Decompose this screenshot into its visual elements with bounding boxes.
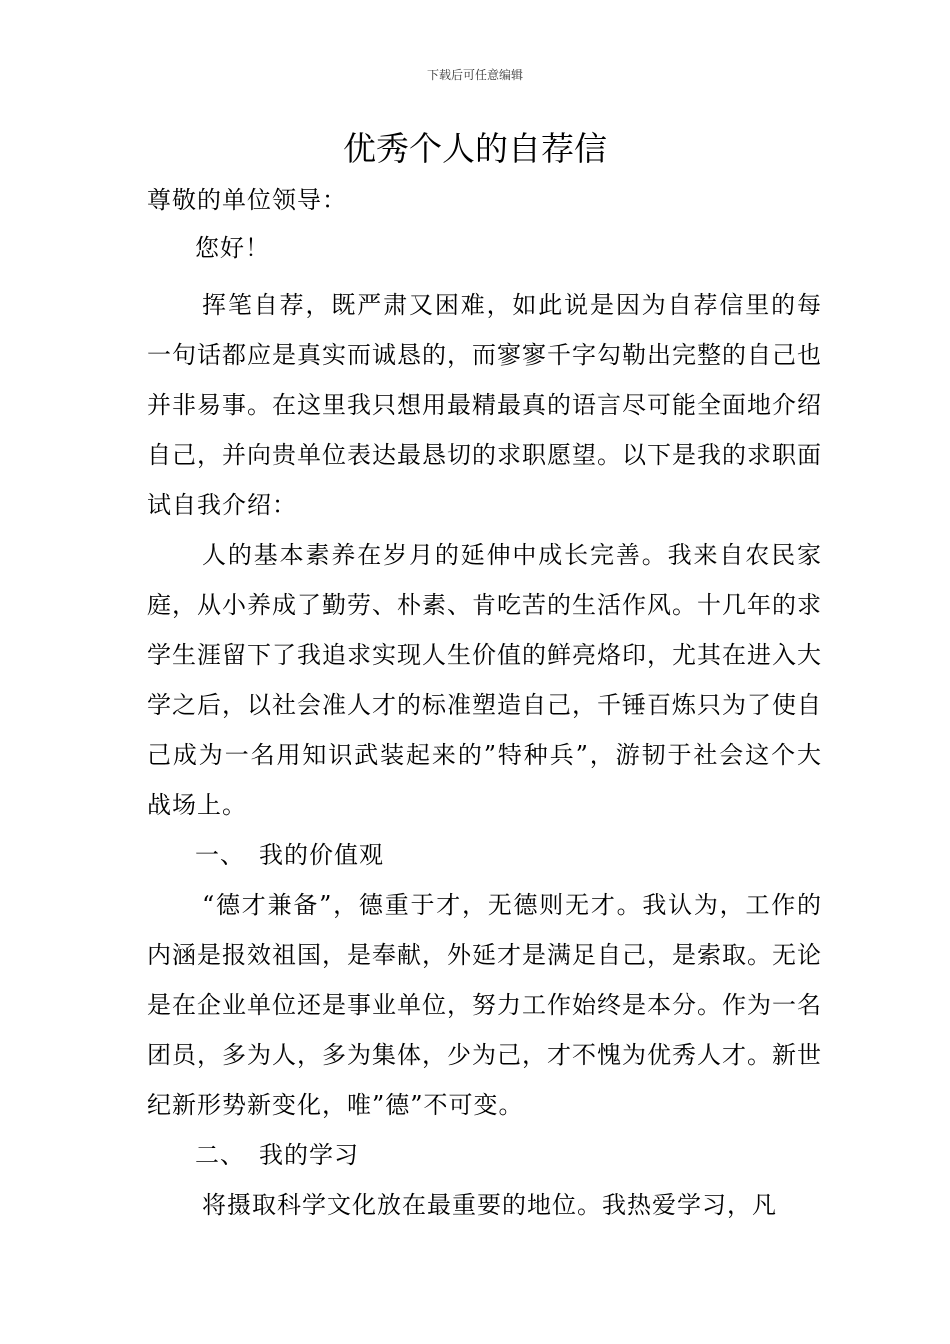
salutation: 尊敬的单位领导： [147, 186, 347, 214]
document-body [147, 180, 822, 1230]
section-title: 我的价值观 [259, 841, 384, 869]
section-heading-values [147, 830, 822, 880]
section-number: 二、 [195, 1141, 245, 1169]
paragraph: 人的基本素养在岁月的延伸中成长完善。我来自农民家庭，从小养成了勤劳、朴素、肯吃苦的生活作风。十几年的求学生涯留下了我追求实现人生价值的鲜亮烙印，尤其在进入大学之后，以社会准人才的标准塑造自己，千锤百炼只为了使自己成为一名用知识武装起来的”特种兵”，游韧于社会这个大战场上。 [147, 541, 822, 819]
header-note: 下载后可任意编辑 [426, 68, 523, 82]
section-number: 一、 [195, 841, 245, 869]
greeting: 您好！ [195, 234, 270, 262]
section-title: 我的学习 [259, 1141, 359, 1169]
document-title: 优秀个人的自荐信 [343, 129, 607, 168]
paragraph: 将摄取科学文化放在最重要的地位。我热爱学习，凡 [202, 1191, 777, 1219]
paragraph: “德才兼备”，德重于才，无德则无才。我认为，工作的内涵是报效祖国，是奉献，外延才是满足自己，是索取。无论是在企业单位还是事业单位，努力工作始终是本分。作为一名团员，多为人，多为集体，少为己，才不愧为优秀人才。新世纪新形势新变化，唯”德”不可变。 [147, 891, 822, 1119]
paragraph: 挥笔自荐，既严肃又困难，如此说是因为自荐信里的每一句话都应是真实而诚恳的，而寥寥千字勾勒出完整的自己也并非易事。在这里我只想用最精最真的语言尽可能全面地介绍自己，并向贵单位表达最恳切的求职愿望。以下是我的求职面试自我介绍： [147, 291, 822, 519]
section-heading-study [147, 1130, 822, 1180]
